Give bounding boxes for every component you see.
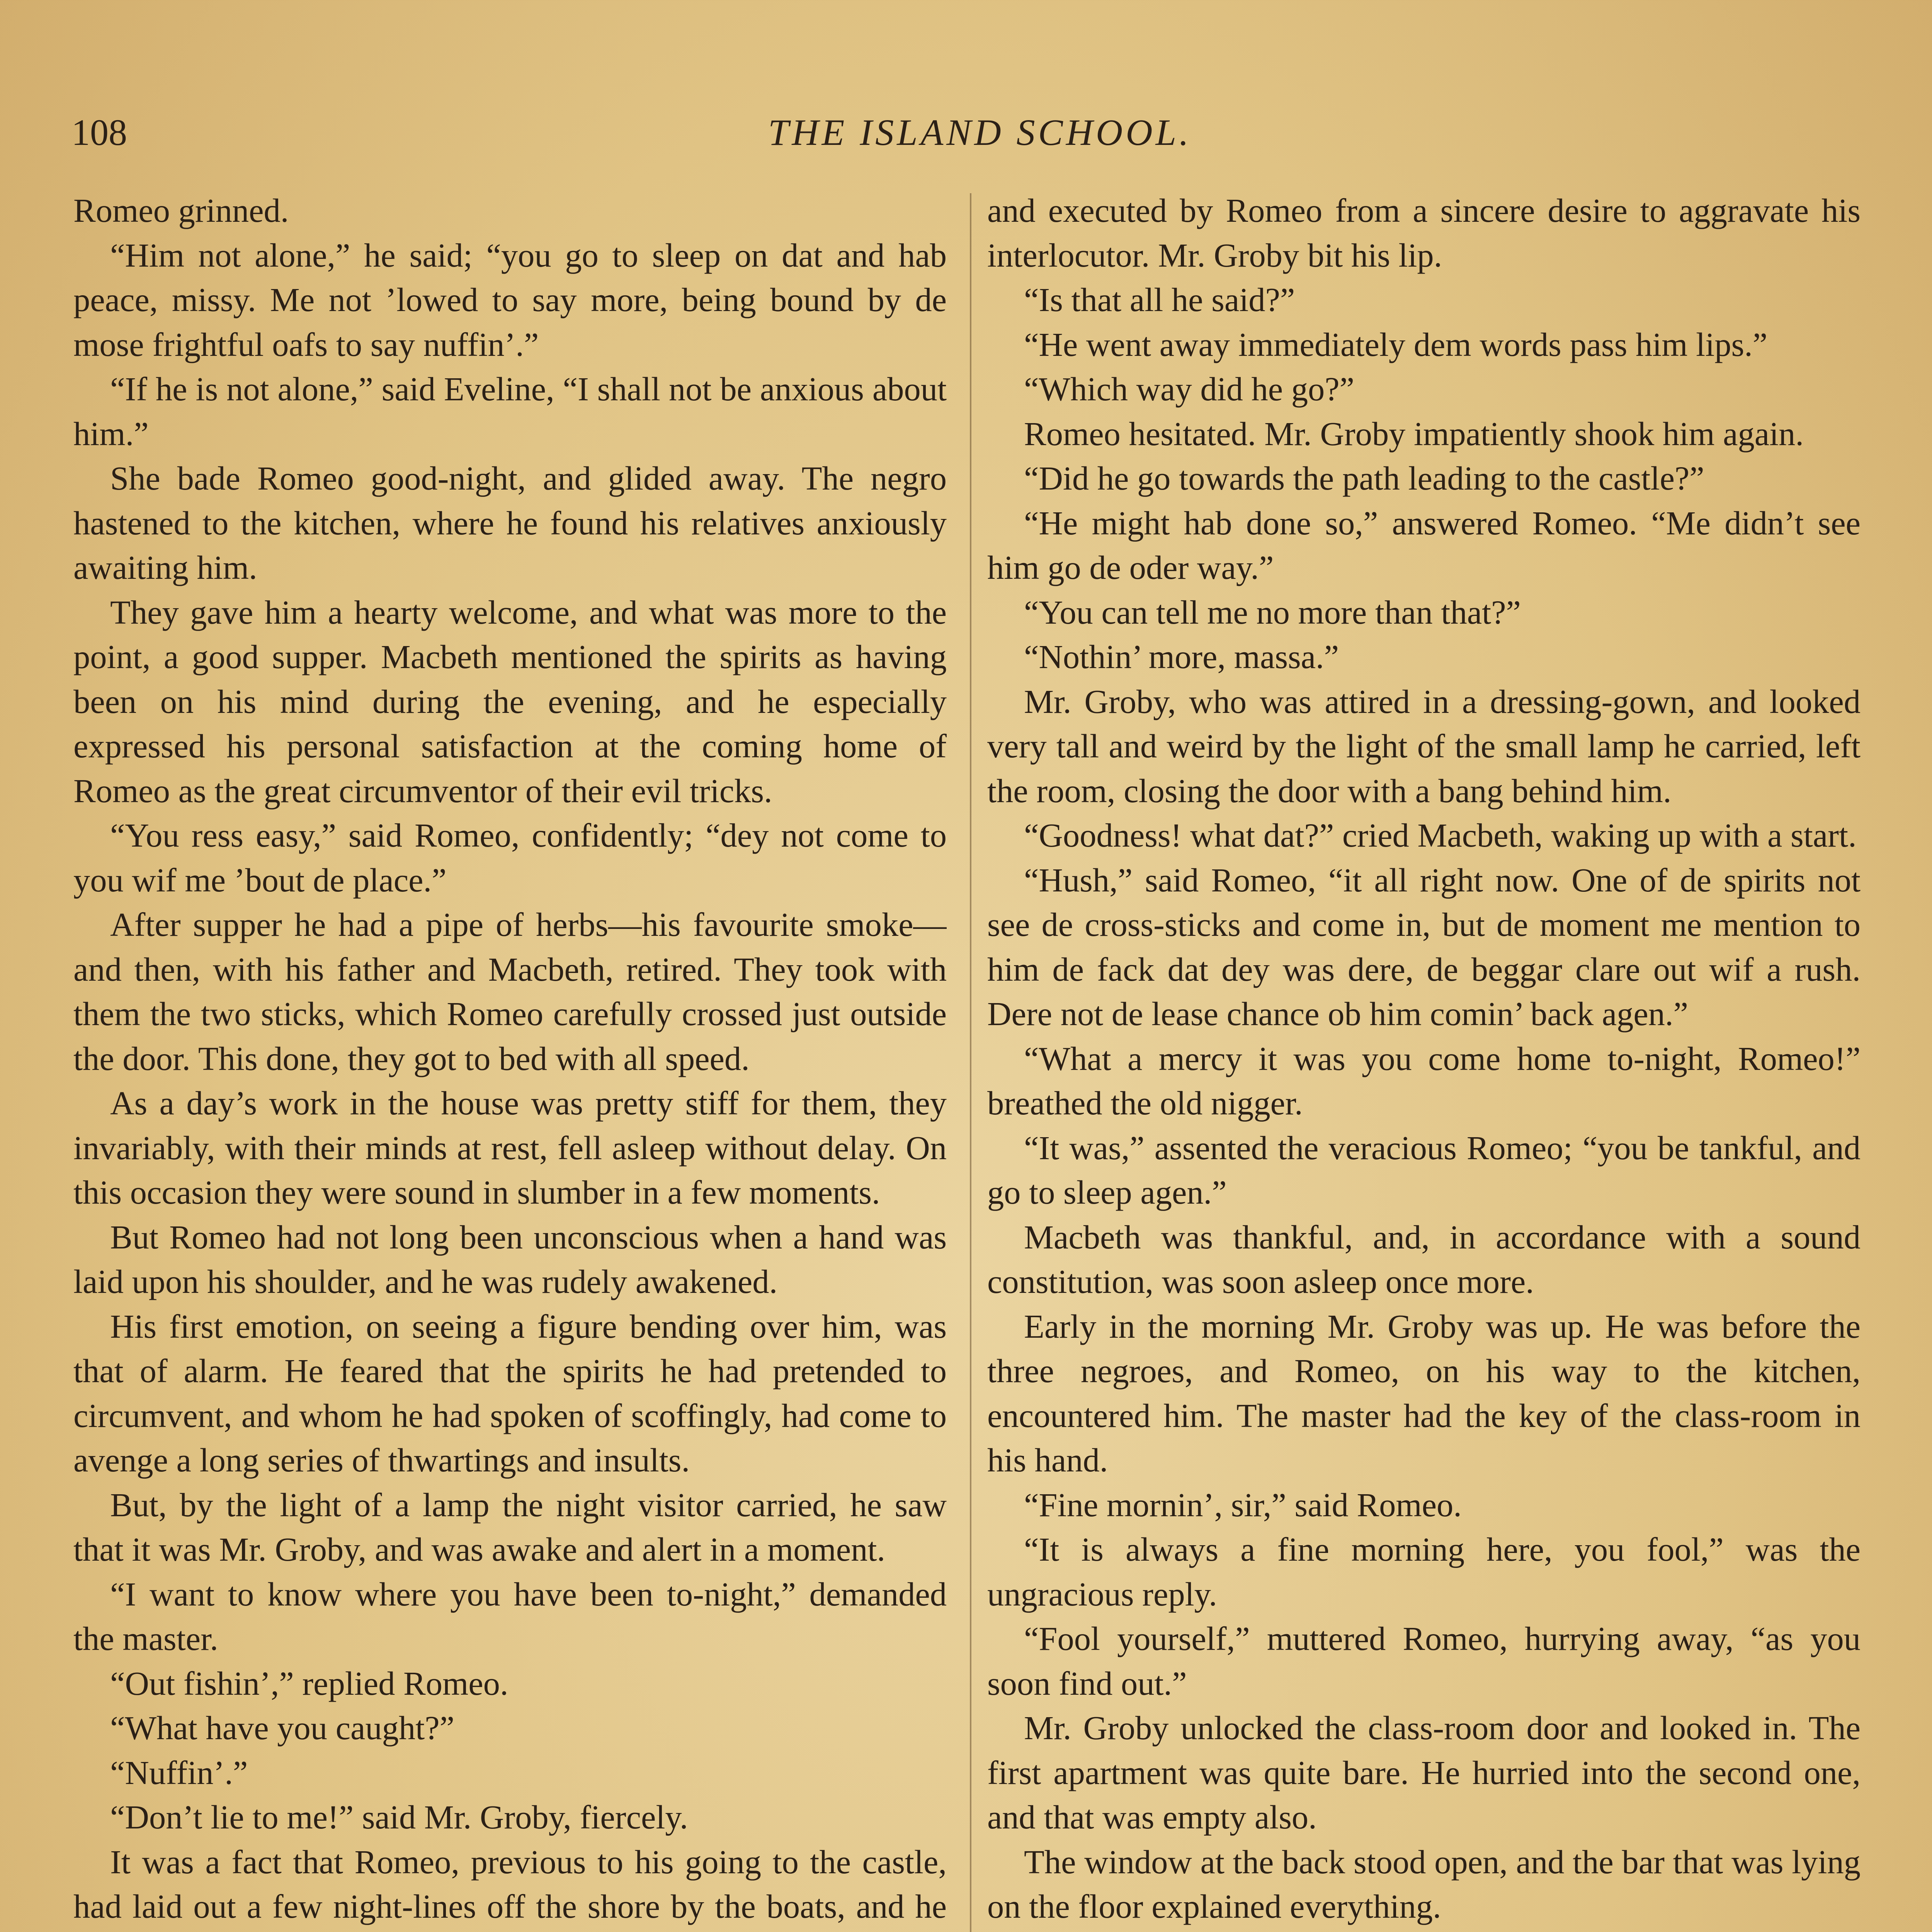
paragraph: “I want to know where you have been to-night,” demanded the master. (73, 1575, 947, 1657)
paragraph: “Hush,” said Romeo, “it all right now. One of de spirits not see de cross-sticks and come in, but de moment me mention to him de fack dat dey was dere, de beggar clare out wif a rush. Dere not de lease chance ob him comin’ back agen.” (987, 861, 1861, 1032)
paragraph: “If he is not alone,” said Eveline, “I shall not be anxious about him.” (73, 371, 947, 452)
paragraph: “Him not alone,” he said; “you go to sleep on dat and hab peace, missy. Me not ’lowed to say more, being bound by de mose frightful oafs to say nuffin’.” (73, 236, 947, 363)
right-column (987, 189, 1861, 1932)
paragraph (987, 1929, 1861, 1932)
paragraph: Mr. Groby unlocked the class-room door and looked in. The first apartment was quite bare. He hurried into the second one, and that was empty also. (987, 1709, 1861, 1836)
paragraph: It was a fact that Romeo, previous to his going to the castle, had laid out a few night-lines off the shore by the boats, and he (73, 1843, 947, 1925)
paragraph: The window at the back stood open, and the bar that was lying on the floor explained everything. (987, 1843, 1861, 1925)
paragraph: “It was,” assented the veracious Romeo; “you be tankful, and go to sleep agen.” (987, 1129, 1861, 1211)
paragraph: As a day’s work in the house was pretty stiff for them, they invariably, with their minds at rest, fell asleep without delay. On this occasion they were sound in slumber in a few moments. (73, 1085, 947, 1211)
paragraph: Mr. Groby, who was attired in a dressing-gown, and looked very tall and weird by the light of the small lamp he carried, left the room, closing the door with a bang behind him. (987, 683, 1861, 810)
paragraph: But, by the light of a lamp the night visitor carried, he saw that it was Mr. Groby, and was awake and alert in a moment. (73, 1486, 947, 1568)
page-header (0, 0, 1932, 185)
paragraph: “Out fishin’,” replied Romeo. (110, 1665, 509, 1702)
paragraph: “Don’t lie to me!” said Mr. Groby, fiercely. (110, 1799, 688, 1836)
paragraph: After supper he had a pipe of herbs—his favourite smoke—and then, with his father and Macbeth, retired. They took with them the two sticks, which Romeo carefully crossed just outside the door. This done, they got to bed with all speed. (73, 906, 947, 1077)
paragraph: “Goodness! what dat?” cried Macbeth, waking up with a start. (1024, 817, 1857, 854)
paragraph: His first emotion, on seeing a figure bending over him, was that of alarm. He feared that the spirits he had pretended to circumvent, and whom he had spoken of scoffingly, had come to avenge a long series of thwartings and insults. (73, 1308, 947, 1479)
paragraph: “Did he go towards the path leading to the castle?” (1024, 460, 1704, 497)
paragraph: They gave him a hearty welcome, and what was more to the point, a good supper. Macbeth mentioned the spirits as having been on his mind during the evening, and he especially expressed his personal satisfaction at the coming home of Romeo as the great circumventor of their evil tricks. (73, 594, 947, 810)
paragraph: and executed by Romeo from a sincere desire to aggravate his interlocutor. Mr. Groby bit his lip. (987, 192, 1861, 274)
paragraph: “He went away immediately dem words pass him lips.” (1024, 326, 1768, 363)
paragraph: Macbeth was thankful, and, in accordance with a sound constitution, was soon asleep once more. (987, 1218, 1861, 1300)
paragraph: “Nuffin’.” (110, 1754, 248, 1791)
paragraph: “Which way did he go?” (1024, 371, 1355, 408)
paragraph: “Is that all he said?” (1024, 281, 1295, 318)
paragraph: She bade Romeo good-night, and glided away. The negro hastened to the kitchen, where he found his relatives anxiously awaiting him. (73, 460, 947, 586)
page-number: 108 (71, 112, 127, 153)
paragraph: Romeo grinned. (73, 192, 289, 229)
paragraph: “What a mercy it was you come home to-night, Romeo!” breathed the old nigger. (987, 1040, 1861, 1122)
paragraph: But Romeo had not long been unconscious when a hand was laid upon his shoulder, and he was rudely awakened. (73, 1218, 947, 1300)
paragraph: “What have you caught?” (110, 1709, 454, 1747)
paragraph: Romeo hesitated. Mr. Groby impatiently shook him again. (1024, 415, 1804, 452)
paragraph: Early in the morning Mr. Groby was up. He was before the three negroes, and Romeo, on his way to the kitchen, encountered him. The master had the key of the class-room in his hand. (987, 1308, 1861, 1479)
paragraph: “It is always a fine morning here, you fool,” was the ungracious reply. (987, 1531, 1861, 1613)
paragraph: “Fool yourself,” muttered Romeo, hurrying away, “as you soon find out.” (987, 1620, 1861, 1702)
paragraph: “You ress easy,” said Romeo, confidently; “dey not come to you wif me ’bout de place.” (73, 817, 947, 899)
left-column (73, 189, 947, 1932)
column-divider (970, 193, 971, 1932)
running-title: THE ISLAND SCHOOL. (768, 112, 1192, 153)
paragraph: “You can tell me no more than that?” (1024, 594, 1521, 631)
paragraph: “Fine mornin’, sir,” said Romeo. (1024, 1486, 1462, 1524)
paragraph: “He might hab done so,” answered Romeo. “Me didn’t see him go de oder way.” (987, 504, 1861, 586)
paragraph: “Nothin’ more, massa.” (1024, 638, 1339, 675)
